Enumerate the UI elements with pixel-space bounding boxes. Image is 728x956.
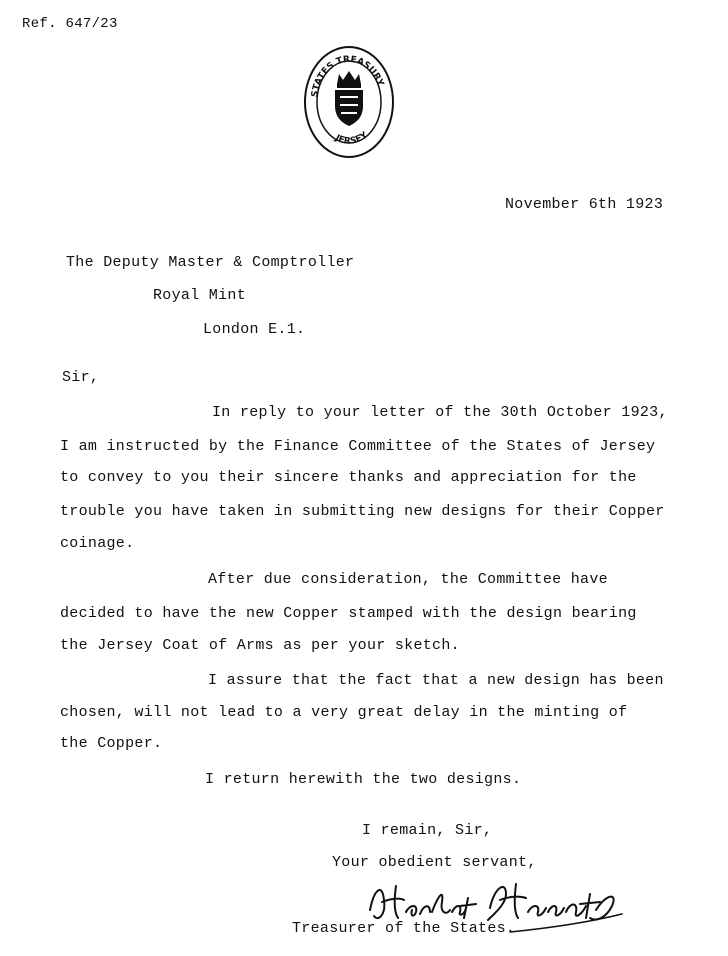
closing-line-1: I remain, Sir, <box>362 822 493 839</box>
paragraph-1-line: coinage. <box>60 535 135 552</box>
paragraph-1-line: I am instructed by the Finance Committee of the States of Jersey <box>60 438 656 455</box>
paragraph-1-line: trouble you have taken in submitting new designs for their Copper <box>60 503 665 520</box>
paragraph-3-line: I assure that the fact that a new design has been <box>208 672 664 689</box>
recipient-line-3: London E.1. <box>203 321 306 338</box>
letter-date: November 6th 1923 <box>505 196 664 213</box>
states-treasury-seal <box>303 44 395 160</box>
paragraph-2-line: the Jersey Coat of Arms as per your sketch. <box>60 637 460 654</box>
seal-text-bottom: JERSEY <box>333 130 370 147</box>
signatory-title: Treasurer of the States. <box>292 920 516 937</box>
paragraph-3-line: chosen, will not lead to a very great delay in the minting of <box>60 704 628 721</box>
paragraph-3-line: the Copper. <box>60 735 163 752</box>
recipient-line-2: Royal Mint <box>153 287 247 304</box>
paragraph-2-line: decided to have the new Copper stamped with the design bearing <box>60 605 637 622</box>
paragraph-2-line: After due consideration, the Committee have <box>208 571 608 588</box>
closing-line-2: Your obedient servant, <box>332 854 537 871</box>
reference-number: Ref. 647/23 <box>22 16 118 32</box>
paragraph-4: I return herewith the two designs. <box>205 771 522 788</box>
seal-text-top: STATES TREASURY <box>310 54 386 98</box>
paragraph-1-line: In reply to your letter of the 30th October 1923, <box>212 404 668 421</box>
salutation: Sir, <box>62 369 100 386</box>
recipient-line-1: The Deputy Master & Comptroller <box>66 254 355 271</box>
paragraph-1-line: to convey to you their sincere thanks and appreciation for the <box>60 469 637 486</box>
